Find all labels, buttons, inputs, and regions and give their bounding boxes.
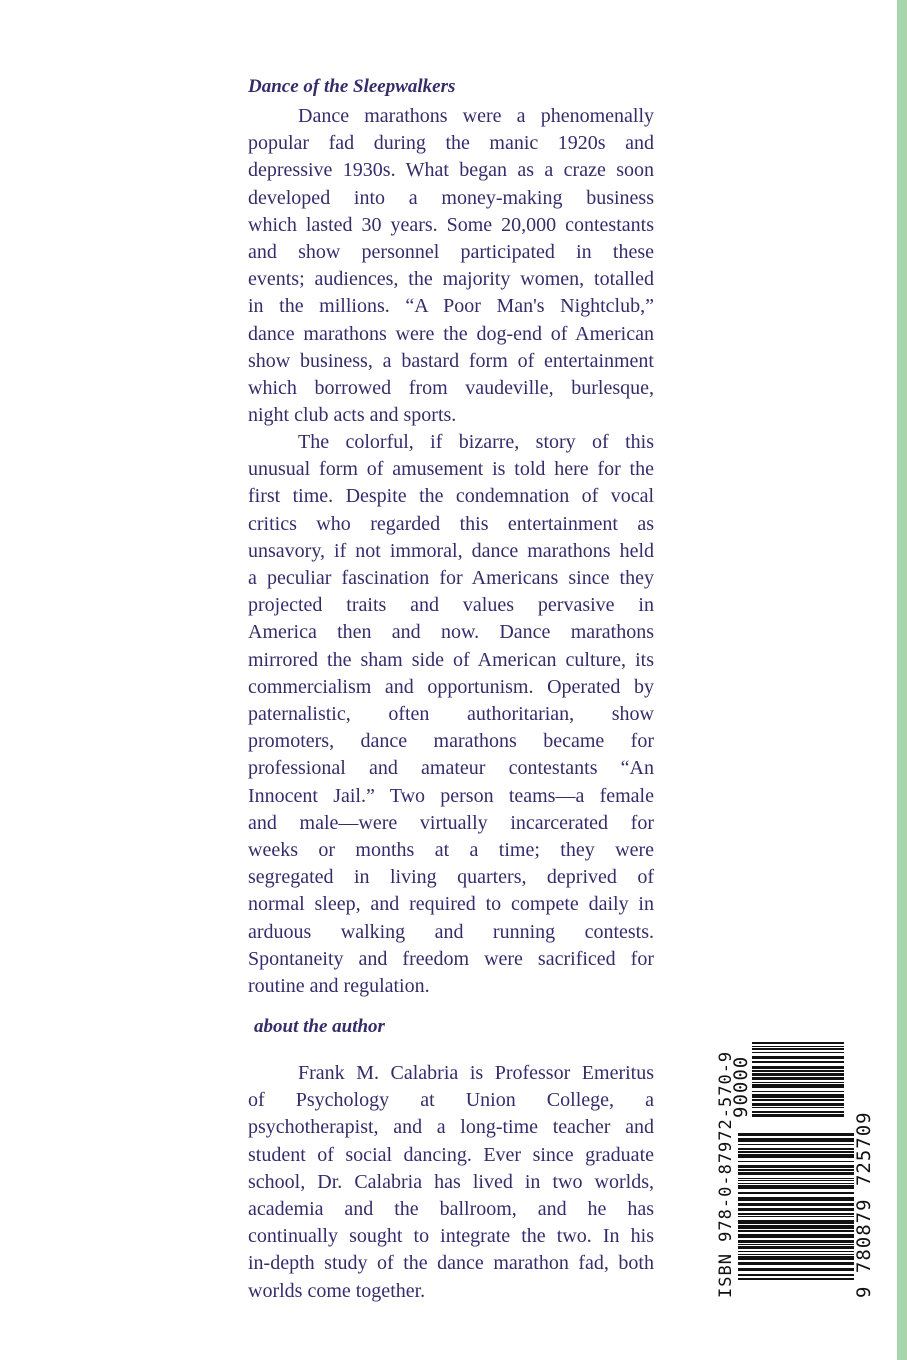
- text-line: critics who regarded this entertainment as: [248, 512, 654, 535]
- barcode-bar: [752, 1107, 844, 1108]
- text-line: Innocent Jail.” Two person teams—a female: [248, 784, 654, 807]
- text-line: popular fad during the manic 1920s and: [248, 132, 654, 155]
- barcode-bar: [738, 1262, 854, 1265]
- barcode-bar: [752, 1091, 844, 1092]
- text-line: routine and regulation.: [248, 975, 430, 997]
- text-line: weeks or months at a time; they were: [248, 839, 654, 861]
- barcode-bar: [752, 1111, 844, 1113]
- barcode-bar: [738, 1180, 854, 1181]
- barcode-bar: [752, 1082, 844, 1083]
- barcode-bar: [752, 1066, 844, 1069]
- barcode-bar: [738, 1274, 854, 1276]
- barcode-bar: [738, 1144, 854, 1145]
- barcode-bar: [738, 1230, 854, 1232]
- barcode-bar: [738, 1133, 854, 1136]
- barcode-bar: [738, 1254, 854, 1255]
- barcode-main-bars: [738, 1133, 854, 1287]
- barcode-bar: [752, 1084, 844, 1088]
- barcode-bar: [738, 1178, 854, 1179]
- text-line: student of social dancing. Ever since graduate: [248, 1143, 654, 1166]
- barcode-bar: [738, 1220, 854, 1224]
- barcode-addon-bars: [752, 1042, 844, 1120]
- text-line: which lasted 30 years. Some 20,000 contestants: [248, 213, 654, 236]
- text-line: continually sought to integrate the two. In his: [248, 1225, 654, 1248]
- text-line: a peculiar fascination for Americans since they: [248, 567, 654, 589]
- barcode-bar: [738, 1268, 854, 1271]
- barcode-bar: [738, 1246, 854, 1249]
- barcode-bar: [752, 1056, 844, 1059]
- barcode-bar: [752, 1103, 844, 1106]
- section-title-dance: Dance of the Sleepwalkers: [248, 76, 456, 97]
- barcode-bar: [738, 1138, 854, 1142]
- text-line: unsavory, if not immoral, dance marathons held: [248, 539, 654, 562]
- text-line: and show personnel participated in these: [248, 241, 654, 263]
- text-line: school, Dr. Calabria has lived in two worlds,: [248, 1170, 654, 1193]
- barcode-bar: [738, 1148, 854, 1150]
- cover-edge-strip: [897, 0, 907, 1360]
- barcode-bar: [738, 1208, 854, 1211]
- text-line: Frank M. Calabria is Professor Emeritus: [298, 1062, 654, 1084]
- barcode-bar: [738, 1251, 854, 1252]
- text-line: in-depth study of the dance marathon fad, both: [248, 1252, 654, 1275]
- text-line: mirrored the sham side of American culture, its: [248, 648, 654, 671]
- barcode-bar: [738, 1225, 854, 1229]
- barcode-bar: [738, 1244, 854, 1245]
- barcode-bar: [738, 1256, 854, 1260]
- text-line: America then and now. Dance marathons: [248, 621, 654, 644]
- barcode-bar: [752, 1099, 844, 1101]
- barcode-digits: 9 780879 725709: [853, 1111, 875, 1298]
- text-line: commercialism and opportunism. Operated by: [248, 675, 654, 698]
- barcode-bar: [752, 1061, 844, 1063]
- text-line: and male—were virtually incarcerated for: [248, 811, 654, 834]
- text-line: Spontaneity and freedom were sacrificed for: [248, 947, 654, 970]
- section-title-author: about the author: [254, 1016, 385, 1037]
- text-line: segregated in living quarters, deprived of: [248, 866, 654, 889]
- text-line: professional and amateur contestants “An: [248, 757, 654, 780]
- barcode-bar: [738, 1234, 854, 1238]
- text-line: show business, a bastard form of entertainment: [248, 349, 654, 372]
- text-line: worlds come together.: [248, 1279, 426, 1302]
- text-line: in the millions. “A Poor Man's Nightclub,”: [248, 295, 654, 318]
- barcode-bar: [752, 1046, 844, 1047]
- barcode-bar: [738, 1278, 854, 1280]
- text-line: developed into a money-making business: [248, 186, 654, 209]
- addon-digits: 90000: [730, 1055, 752, 1118]
- barcode-bar: [752, 1048, 844, 1050]
- text-line: psychotherapist, and a long-time teacher and: [248, 1116, 654, 1139]
- text-line: events; audiences, the majority women, totalled: [248, 268, 654, 291]
- barcode-bar: [738, 1192, 854, 1194]
- barcode-bar: [752, 1094, 844, 1098]
- barcode-bar: [738, 1213, 854, 1215]
- text-line: of Psychology at Union College, a: [248, 1089, 654, 1112]
- barcode-bar: [752, 1077, 844, 1080]
- text-line: paternalistic, often authoritarian, show: [248, 703, 654, 725]
- text-line: projected traits and values pervasive in: [248, 594, 654, 617]
- text-line: dance marathons were the dog-end of American: [248, 322, 654, 345]
- text-line: The colorful, if bizarre, story of this: [298, 431, 654, 453]
- text-line: first time. Despite the condemnation of vocal: [248, 485, 654, 508]
- barcode-bar: [738, 1154, 854, 1158]
- text-line: normal sleep, and required to compete daily in: [248, 893, 654, 916]
- barcode-bar: [752, 1114, 844, 1117]
- barcode-bar: [752, 1073, 844, 1076]
- text-line: night club acts and sports.: [248, 404, 457, 427]
- text-line: unusual form of amusement is told here for the: [248, 458, 654, 481]
- barcode-bar: [738, 1216, 854, 1217]
- barcode-bar: [738, 1203, 854, 1206]
- text-line: arduous walking and running contests.: [248, 920, 654, 943]
- barcode-bar: [738, 1169, 854, 1171]
- barcode-bar: [738, 1165, 854, 1168]
- text-line: promoters, dance marathons became for: [248, 730, 654, 753]
- text-line: academia and the ballroom, and he has: [248, 1198, 654, 1220]
- barcode-bar: [738, 1183, 854, 1184]
- barcode-bar: [738, 1172, 854, 1175]
- barcode-bar: [738, 1197, 854, 1201]
- barcode-bar: [738, 1151, 854, 1153]
- text-line: Dance marathons were a phenomenally: [298, 105, 654, 127]
- barcode-bar: [752, 1052, 844, 1053]
- barcode-bar: [752, 1070, 844, 1072]
- isbn-label: ISBN 978-0-87972-570-9: [716, 1050, 736, 1298]
- text-line: which borrowed from vaudeville, burlesque,: [248, 377, 654, 399]
- barcode-bar: [738, 1240, 854, 1243]
- barcode-bar: [752, 1042, 844, 1044]
- barcode-bar: [738, 1185, 854, 1189]
- text-line: depressive 1930s. What began as a craze soon: [248, 159, 654, 182]
- barcode-bar: [738, 1161, 854, 1162]
